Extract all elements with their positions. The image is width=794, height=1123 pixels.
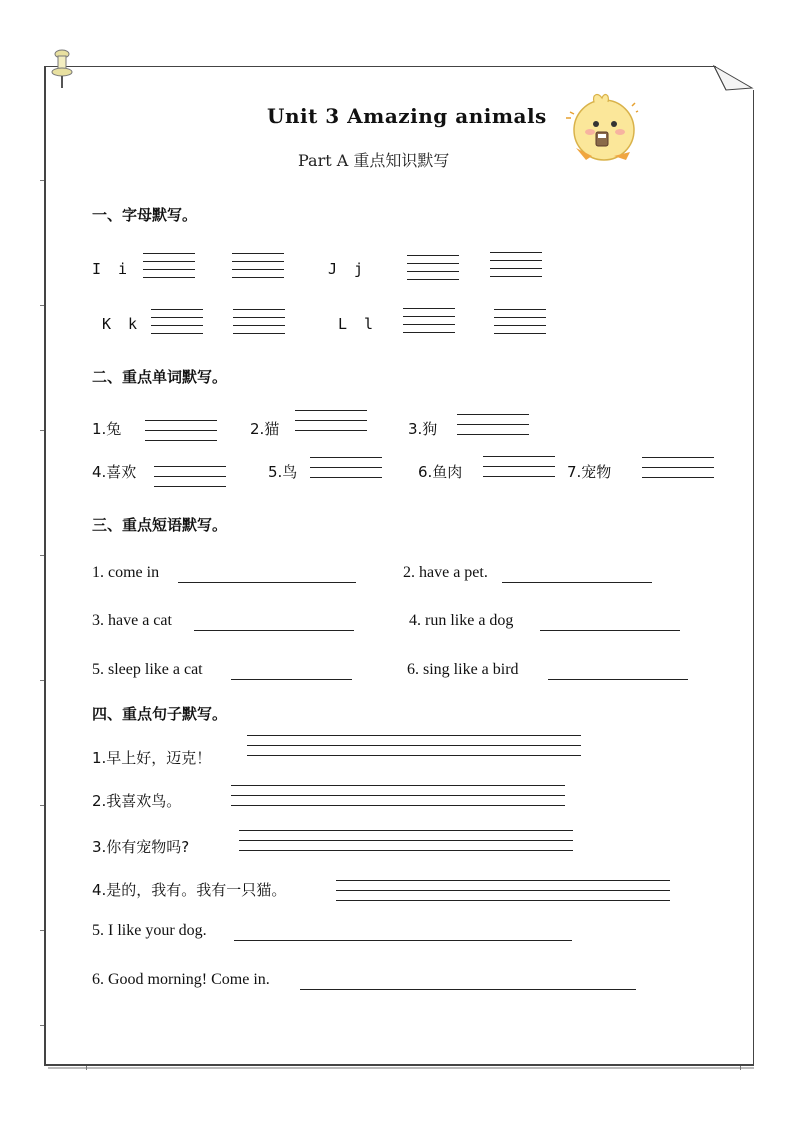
page-border-top: [44, 66, 716, 67]
sentence-label: 6. Good morning! Come in.: [92, 971, 270, 988]
pushpin-icon: [50, 48, 74, 90]
sentence-label: 2.我喜欢鸟。: [92, 792, 182, 810]
letter-jj: J j: [328, 260, 368, 278]
writing-lines[interactable]: [145, 420, 217, 441]
chick-with-cup-icon: [556, 86, 640, 164]
letter-kk: K k: [102, 315, 142, 333]
writing-lines[interactable]: [143, 253, 195, 278]
writing-lines[interactable]: [494, 309, 546, 334]
answer-line[interactable]: [194, 630, 354, 631]
section-heading-phrases: 三、重点短语默写。: [92, 516, 228, 534]
phrase-label: 4. run like a dog: [409, 612, 514, 629]
writing-lines[interactable]: [483, 456, 555, 477]
page-border-right: [753, 90, 754, 1066]
writing-lines[interactable]: [642, 457, 714, 478]
writing-lines[interactable]: [407, 255, 459, 280]
page-border-bottom: [44, 1064, 754, 1066]
page-subtitle: Part A 重点知识默写: [298, 151, 450, 170]
word-label-rabbit: 1.兔: [92, 420, 122, 438]
writing-lines[interactable]: [151, 309, 203, 334]
writing-lines[interactable]: [457, 414, 529, 435]
writing-lines[interactable]: [295, 410, 367, 431]
writing-lines[interactable]: [154, 466, 226, 487]
answer-line[interactable]: [178, 582, 356, 583]
writing-lines[interactable]: [232, 253, 284, 278]
answer-line[interactable]: [548, 679, 688, 680]
phrase-label: 5. sleep like a cat: [92, 661, 203, 678]
section-heading-letters: 一、字母默写。: [92, 206, 198, 224]
answer-line[interactable]: [231, 679, 352, 680]
phrase-label: 1. come in: [92, 564, 160, 581]
writing-lines[interactable]: [231, 785, 565, 806]
word-label-cat: 2.猫: [250, 420, 280, 438]
writing-lines[interactable]: [403, 308, 455, 333]
answer-line[interactable]: [234, 940, 572, 941]
section-heading-words: 二、重点单词默写。: [92, 368, 228, 386]
phrase-label: 6. sing like a bird: [407, 661, 519, 678]
page-border-left: [44, 66, 46, 1066]
section-heading-sentences: 四、重点句子默写。: [92, 705, 228, 723]
word-label-bird: 5.鸟: [268, 463, 298, 481]
word-label-dog: 3.狗: [408, 420, 438, 438]
writing-lines[interactable]: [310, 457, 382, 478]
phrase-label: 3. have a cat: [92, 612, 172, 629]
sentence-label: 1.早上好，迈克！: [92, 749, 212, 767]
letter-ll: L l: [338, 315, 378, 333]
writing-lines[interactable]: [490, 252, 542, 277]
page-border-shadow: [48, 1067, 754, 1069]
word-label-pet: 7.宠物: [567, 463, 612, 481]
writing-lines[interactable]: [233, 309, 285, 334]
letter-ii: I i: [92, 260, 132, 278]
sentence-label: 4.是的，我有。我有一只猫。: [92, 881, 287, 899]
sentence-label: 5. I like your dog.: [92, 922, 207, 939]
page-title: Unit 3 Amazing animals: [267, 104, 547, 128]
writing-lines[interactable]: [336, 880, 670, 901]
phrase-label: 2. have a pet.: [403, 564, 488, 581]
word-label-like: 4.喜欢: [92, 463, 137, 481]
writing-lines[interactable]: [247, 735, 581, 756]
answer-line[interactable]: [502, 582, 652, 583]
page-curl-icon: [712, 64, 756, 94]
writing-lines[interactable]: [239, 830, 573, 851]
word-label-fish: 6.鱼肉: [418, 463, 463, 481]
answer-line[interactable]: [300, 989, 636, 990]
answer-line[interactable]: [540, 630, 680, 631]
sentence-label: 3.你有宠物吗?: [92, 838, 190, 856]
